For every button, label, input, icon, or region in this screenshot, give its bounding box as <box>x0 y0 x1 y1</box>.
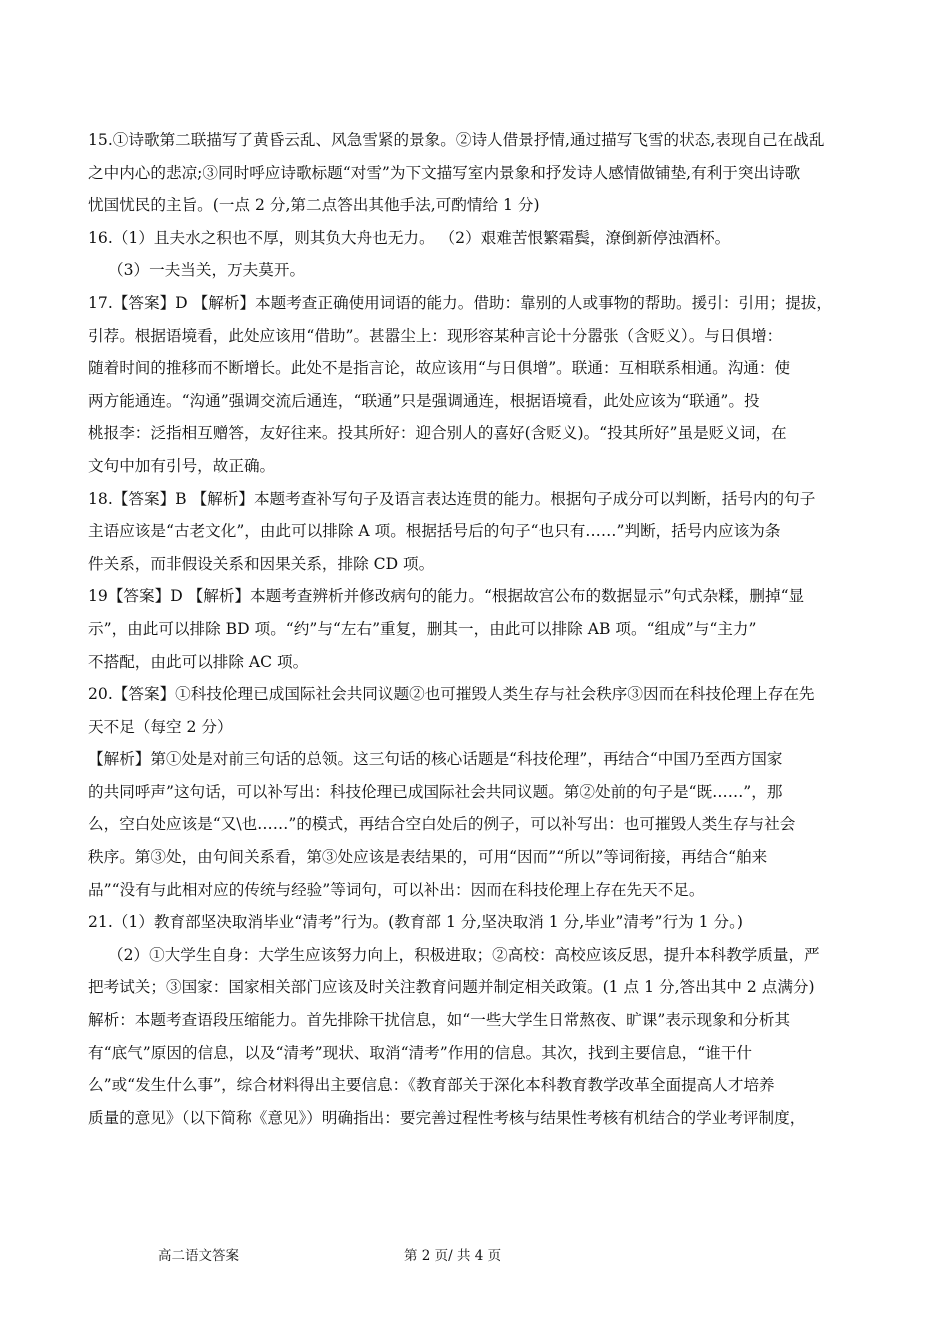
q17-line-1: 17.【答案】D 【解析】本题考查正确使用词语的能力。借助：靠别的人或事物的帮助。援引：引用；提拔， <box>88 293 832 312</box>
q21-line-7: 质量的意见》（以下简称《意见》）明确指出：要完善过程性考核与结果性考核有机结合的学业考评制度， <box>88 1108 806 1127</box>
q18-line-3: 件关系，而非假设关系和因果关系，排除 CD 项。 <box>88 554 435 573</box>
q19-line-3: 不搭配，由此可以排除 AC 项。 <box>88 652 309 671</box>
q18-line-2: 主语应该是“古老文化”，由此可以排除 A 项。根据括号后的句子“也只有……”判断，括号内应该为条 <box>88 522 781 541</box>
q20-line-2: 天不足（每空 2 分） <box>88 717 233 736</box>
q21-line-4: 解析：本题考查语段压缩能力。首先排除干扰信息，如“一些大学生日常熬夜、旷课”表示现象和分析其 <box>88 1011 791 1030</box>
q15-line-2: 之中内心的悲凉;③同时呼应诗歌标题“对雪”为下文描写室内景象和抒发诗人感情做铺垫,有利于突出诗歌 <box>88 163 801 182</box>
footer-page-number: 第 2 页/ 共 4 页 <box>404 1248 502 1264</box>
q17-line-3: 随着时间的推移而不断增长。此处不是指言论，故应该用“与日俱增”。联通：互相联系相通。沟通：使 <box>88 359 791 378</box>
q20-line-3: 【解析】第①处是对前三句话的总领。这三句话的核心话题是“科技伦理”，再结合“中国乃至西方国家 <box>88 750 783 769</box>
q17-line-2: 引荐。根据语境看，此处应该用“借助”。甚嚣尘上：现形容某种言论十分嚣张（含贬义）。与日俱增： <box>88 326 783 345</box>
q20-line-1: 20.【答案】①科技伦理已成国际社会共同议题②也可摧毁人类生存与社会秩序③因而在科技伦理上存在先 <box>88 685 815 704</box>
q17-line-4: 两方能通连。“沟通”强调交流后通连，“联通”只是强调通连，根据语境看，此处应该为“联通”。投 <box>88 391 760 410</box>
q20-line-5: 么，空白处应该是“又\也……”的模式，再结合空白处后的例子，可以补写出：也可摧毁人类生存与社会 <box>88 815 796 834</box>
q21-line-3: 把考试关；③国家：国家相关部门应该及时关注教育问题并制定相关政策。(1 点 1 分,答出其中 2 点满分) <box>88 978 815 997</box>
q21-line-1: 21.（1）教育部坚决取消毕业“清考”行为。(教育部 1 分,坚决取消 1 分,毕业”清考”行为 1 分。) <box>88 913 743 932</box>
footer-subject: 高二语文答案 <box>158 1248 239 1264</box>
q20-line-4: 的共同呼声”这句话，可以补写出：科技伦理已成国际社会共同议题。第②处前的句子是“既……”，那 <box>88 782 783 801</box>
q16-line-2: （3）一夫当关，万夫莫开。 <box>108 261 306 280</box>
q19-line-2: 示”，由此可以排除 BD 项。“约”与“左右”重复，删其一，由此可以排除 AB 项。“组成”与“主力” <box>88 619 757 638</box>
q18-line-1: 18.【答案】B 【解析】本题考查补写句子及语言表达连贯的能力。根据句子成分可以判断，括号内的句子 <box>88 489 816 508</box>
q17-line-6: 文句中加有引号，故正确。 <box>88 456 276 475</box>
q20-line-6: 秩序。第③处，由句间关系看，第③处应该是表结果的，可用“因而”“所以”等词衔接，再结合“舶来 <box>88 848 768 867</box>
q21-line-6: 么”或“发生什么事”，综合材料得出主要信息：《教育部关于深化本科教育教学改革全面提高人才培养 <box>88 1076 775 1095</box>
q15-line-3: 忧国忧民的主旨。(一点 2 分,第二点答出其他手法,可酌情给 1 分) <box>88 196 540 215</box>
q20-line-7: 品”“没有与此相对应的传统与经验”等词句，可以补出：因而在科技伦理上存在先天不足。 <box>88 880 705 899</box>
q15-line-1: 15.①诗歌第二联描写了黄昏云乱、风急雪紧的景象。②诗人借景抒情,通过描写飞雪的状态,表现自己在战乱 <box>88 131 825 149</box>
q16-line-1: 16.（1）且夫水之积也不厚，则其负大舟也无力。 （2）艰难苦恨繁霜鬓，潦倒新停浊酒杯。 <box>88 228 731 247</box>
q19-line-1: 19【答案】D 【解析】本题考查辨析并修改病句的能力。“根据故宫公布的数据显示”句式杂糅，删掉“显 <box>88 587 805 606</box>
q17-line-5: 桃报李：泛指相互赠答，友好往来。投其所好：迎合别人的喜好(含贬义)。“投其所好”虽是贬义词，在 <box>88 424 787 443</box>
answer-content <box>88 124 864 1134</box>
q21-line-5: 有“底气”原因的信息，以及“清考”现状、取消“清考”作用的信息。其次，找到主要信息，“谁干什 <box>88 1043 752 1062</box>
q21-line-2: （2）①大学生自身：大学生应该努力向上，积极进取；②高校：高校应该反思，提升本科教学质量，严 <box>108 945 820 964</box>
